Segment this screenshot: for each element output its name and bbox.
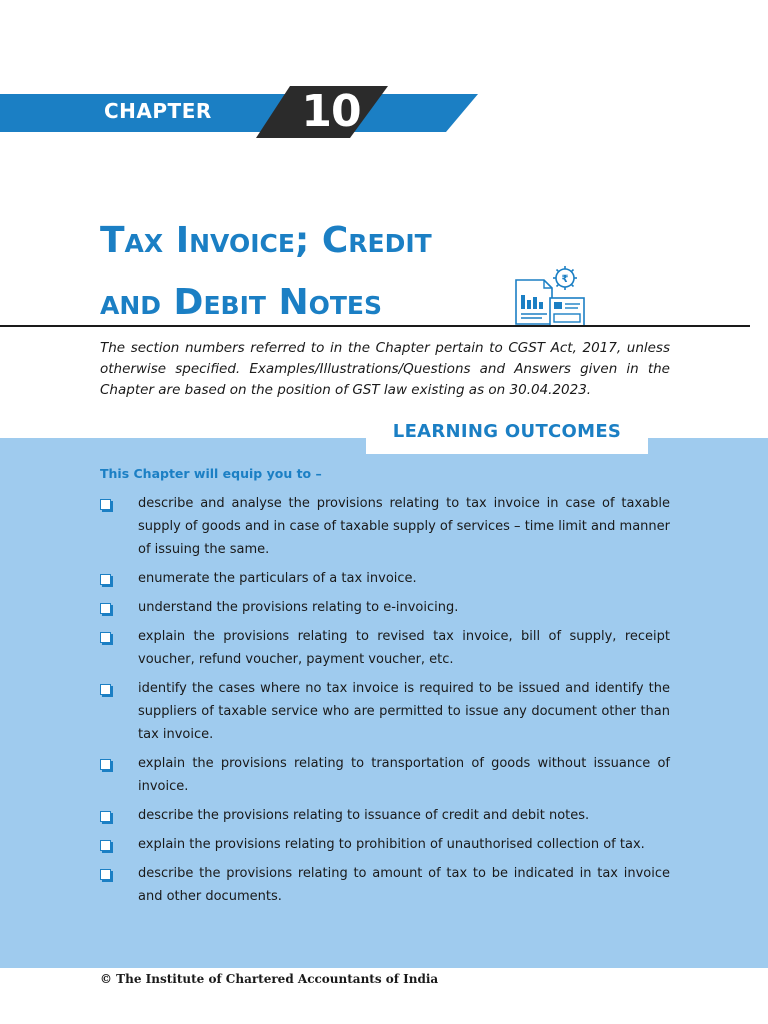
report-document-icon bbox=[516, 280, 552, 324]
list-item-text: explain the provisions relating to revised tax invoice, bill of supply, receipt voucher, refund voucher, payment voucher, etc. bbox=[138, 629, 670, 667]
chapter-title bbox=[100, 210, 520, 334]
checkbox-bullet-icon bbox=[100, 754, 138, 774]
list-item bbox=[100, 754, 670, 798]
checkbox-bullet-icon bbox=[100, 598, 138, 618]
list-item bbox=[100, 806, 670, 827]
checkbox-bullet-icon bbox=[100, 806, 138, 826]
invoice-document-rupee-gear-icon bbox=[510, 264, 590, 328]
list-item bbox=[100, 864, 670, 908]
chapter-title-line-2: and Debit Notes bbox=[100, 282, 382, 323]
page-footer: © The Institute of Chartered Accountants of India bbox=[100, 972, 439, 986]
learning-outcomes-heading: LEARNING OUTCOMES bbox=[392, 421, 622, 442]
title-divider bbox=[0, 325, 750, 327]
learning-outcomes-intro: This Chapter will equip you to – bbox=[100, 466, 322, 481]
checkbox-bullet-icon bbox=[100, 864, 138, 884]
invoice-card-icon bbox=[550, 298, 584, 326]
list-item bbox=[100, 627, 670, 671]
list-item bbox=[100, 569, 670, 590]
chapter-number: 10 bbox=[301, 86, 361, 137]
learning-outcomes-list bbox=[100, 494, 670, 916]
list-item-text: enumerate the particulars of a tax invoice. bbox=[138, 571, 417, 586]
checkbox-bullet-icon bbox=[100, 494, 138, 514]
list-item-text: describe the provisions relating to amount of tax to be indicated in tax invoice and other documents. bbox=[138, 866, 670, 904]
list-item-text: understand the provisions relating to e-invoicing. bbox=[138, 600, 459, 615]
chapter-label: CHAPTER bbox=[104, 99, 212, 123]
checkbox-bullet-icon bbox=[100, 679, 138, 699]
list-item-text: describe and analyse the provisions relating to tax invoice in case of taxable supply of goods and in case of taxable supply of services – time limit and manner of issuing the same. bbox=[138, 496, 670, 557]
checkbox-bullet-icon bbox=[100, 569, 138, 589]
list-item bbox=[100, 835, 670, 856]
list-item bbox=[100, 494, 670, 561]
list-item-text: explain the provisions relating to prohibition of unauthorised collection of tax. bbox=[138, 837, 645, 852]
list-item bbox=[100, 598, 670, 619]
list-item-text: explain the provisions relating to transportation of goods without issuance of invoice. bbox=[138, 756, 670, 794]
list-item-text: identify the cases where no tax invoice is required to be issued and identify the suppliers of taxable service who are permitted to issue any document other than tax invoice. bbox=[138, 681, 670, 742]
list-item bbox=[100, 679, 670, 746]
checkbox-bullet-icon bbox=[100, 627, 138, 647]
svg-text:₹: ₹ bbox=[561, 274, 569, 285]
list-item-text: describe the provisions relating to issuance of credit and debit notes. bbox=[138, 808, 590, 823]
intro-paragraph: The section numbers referred to in the Chapter pertain to CGST Act, 2017, unless otherwise specified. Examples/Illustrations/Questions and Answers given in the Chapter are based on the position of GST law existing as on 30.04.2023. bbox=[100, 340, 670, 398]
checkbox-bullet-icon bbox=[100, 835, 138, 855]
chapter-title-line-1: Tax Invoice; Credit bbox=[100, 220, 432, 261]
banner-blue-stripe bbox=[0, 94, 478, 132]
